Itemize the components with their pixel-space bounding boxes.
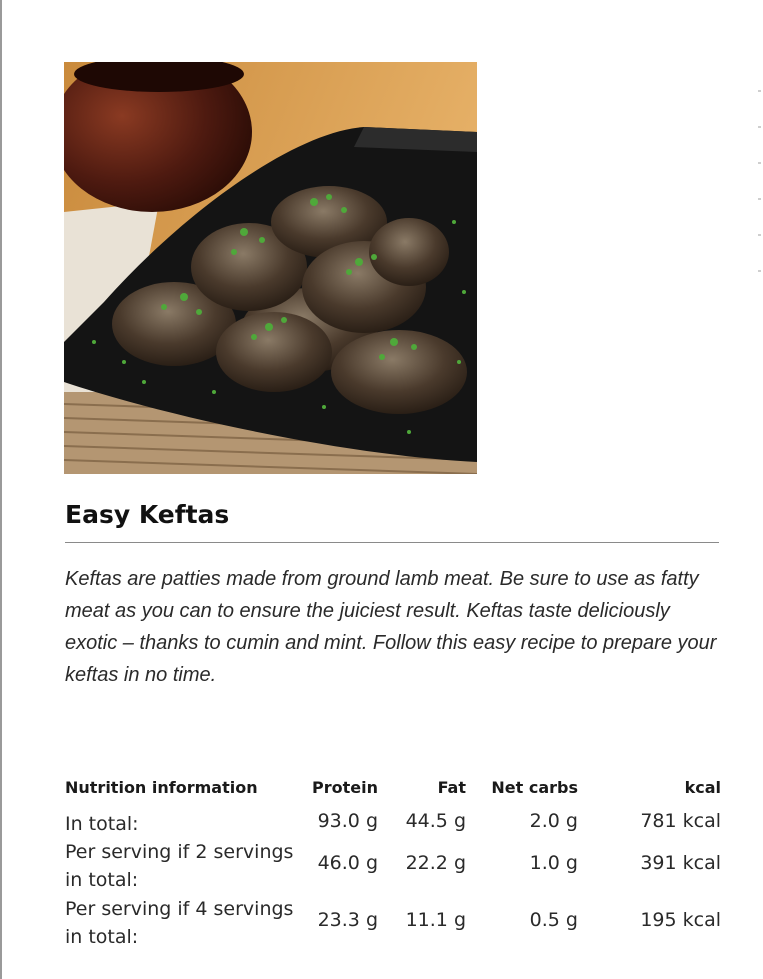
page-left-border xyxy=(0,0,2,979)
recipe-title: Easy Keftas xyxy=(65,500,230,529)
row-net-carbs: 1.0 g xyxy=(529,852,578,874)
row-label: Per serving if 2 servings in total: xyxy=(65,841,294,891)
header-nutrition-information: Nutrition information xyxy=(65,778,258,797)
row-label: Per serving if 4 servings in total: xyxy=(65,898,294,948)
header-kcal: kcal xyxy=(684,778,721,797)
row-fat: 11.1 g xyxy=(405,909,466,931)
row-protein: 23.3 g xyxy=(317,909,378,931)
row-kcal: 391 kcal xyxy=(640,852,721,874)
row-kcal: 195 kcal xyxy=(640,909,721,931)
row-net-carbs: 2.0 g xyxy=(529,810,578,832)
row-protein: 93.0 g xyxy=(317,810,378,832)
header-protein: Protein xyxy=(312,778,378,797)
recipe-photo xyxy=(64,62,477,474)
header-net-carbs: Net carbs xyxy=(491,778,578,797)
row-net-carbs: 0.5 g xyxy=(529,909,578,931)
row-fat: 22.2 g xyxy=(405,852,466,874)
recipe-description: Keftas are patties made from ground lamb meat. Be sure to use as fatty meat as you can to ensure the juiciest result. Keftas taste deliciously exotic – thanks to cumin and mint. Follow this easy recipe to prepare your keftas in no time. xyxy=(65,568,717,686)
header-fat: Fat xyxy=(437,778,466,797)
scrollbar-ticks xyxy=(758,90,761,306)
row-protein: 46.0 g xyxy=(317,852,378,874)
row-kcal: 781 kcal xyxy=(640,810,721,832)
title-divider xyxy=(65,542,719,543)
row-fat: 44.5 g xyxy=(405,810,466,832)
row-label: In total: xyxy=(65,813,139,835)
